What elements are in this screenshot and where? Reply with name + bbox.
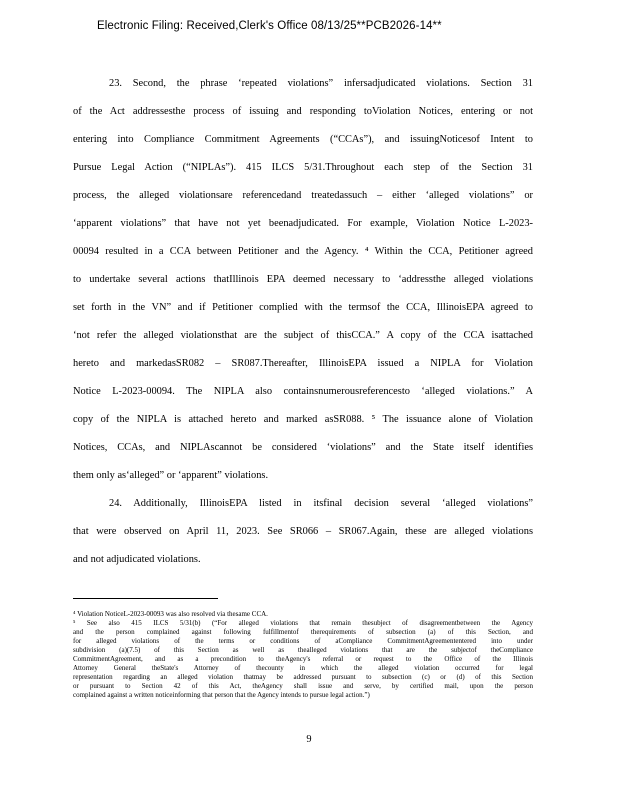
body-line: that were observed on April 11, 2023. See SR066 – SR067.Again, these are alleged violations bbox=[73, 526, 533, 537]
footnote-line: subdivision (a)(7.5) of this Section as well as thealleged violations that are the subjectof theCompliance bbox=[73, 646, 533, 654]
body-line: Notice L-2023-00094. The NIPLA also containsnumerousreferencesto ‘alleged violations.” A bbox=[73, 386, 533, 397]
body-line: and not adjudicated violations. bbox=[73, 554, 201, 565]
page-number: 9 bbox=[306, 734, 312, 745]
body-line: copy of the NIPLA is attached hereto and marked asSR088. ⁵ The issuance alone of Violation bbox=[73, 414, 533, 425]
body-line: entering into Compliance Commitment Agreements (“CCAs”), and issuingNoticesof Intent to bbox=[73, 134, 533, 145]
body-line: process, the alleged violationsare referencedand treatedassuch – either ‘alleged violations” or bbox=[73, 190, 533, 201]
body-line: 24. Additionally, IllinoisEPA listed in itsfinal decision several ‘alleged violations” bbox=[109, 498, 533, 509]
body-line: Pursue Legal Action (“NIPLAs”). 415 ILCS 5/31.Throughout each step of the Section 31 bbox=[73, 162, 533, 173]
body-line: 00094 resulted in a CCA between Petitioner and the Agency. ⁴ Within the CCA, Petitioner agreed bbox=[73, 246, 533, 257]
footnote-line: and the person complained against following fulfillmentof therequirements of subsection (a) of this Section, and bbox=[73, 628, 533, 636]
footnote-line: ⁴ Violation NoticeL-2023-00093 was also resolved via thesame CCA. bbox=[73, 610, 268, 618]
body-line: Notices, CCAs, and NIPLAscannot be considered ‘violations” and the State itself identifies bbox=[73, 442, 533, 453]
footnote-line: or pursuant to Section 42 of this Act, theAgency shall issue and serve, by certified mail, upon the person bbox=[73, 682, 533, 690]
body-line: hereto and markedasSR082 – SR087.Thereafter, IllinoisEPA issued a NIPLA for Violation bbox=[73, 358, 533, 369]
footnote-separator bbox=[73, 598, 218, 599]
footnote-line: CommitmentAgreement, and as a precondition to theAgency's referral or request to the Office of the Illinois bbox=[73, 655, 533, 663]
footnote-line: for alleged violations of the terms or conditions of aCompliance CommitmentAgreemententered into under bbox=[73, 637, 533, 645]
body-line: ‘not refer the alleged violationsthat are the subject of thisCCA.” A copy of the CCA isattached bbox=[73, 330, 533, 341]
footnote-line: complained against a written noticeinforming that person that the Agency intends to pursue legal action.”) bbox=[73, 691, 370, 699]
body-line: 23. Second, the phrase ‘repeated violations” infersadjudicated violations. Section 31 bbox=[109, 78, 533, 89]
body-line: set forth in the VN” and if Petitioner complied with the termsof the CCA, IllinoisEPA agreed to bbox=[73, 302, 533, 313]
body-line: of the Act addressesthe process of issuing and responding toViolation Notices, entering or not bbox=[73, 106, 533, 117]
body-line: them only as‘alleged” or ‘apparent” violations. bbox=[73, 470, 269, 481]
body-line: to undertake several actions thatIllinois EPA deemed necessary to ‘addressthe alleged violations bbox=[73, 274, 533, 285]
filing-header: Electronic Filing: Received,Clerk's Office 08/13/25**PCB2026-14** bbox=[97, 20, 442, 32]
footnote-line: Attorney General theState's Attorney of thecounty in which the alleged violation occurred for legal bbox=[73, 664, 533, 672]
footnote-line: representation regarding an alleged violation thatmay be addressed pursuant to subsection (c) or (d) of this Section bbox=[73, 673, 533, 681]
body-line: ‘apparent violations” that have not yet beenadjudicated. For example, Violation Notice L-2023- bbox=[73, 218, 533, 229]
footnote-line: ⁵ See also 415 ILCS 5/31(b) (“For alleged violations that remain thesubject of disagreementbetween the Agency bbox=[73, 619, 533, 627]
